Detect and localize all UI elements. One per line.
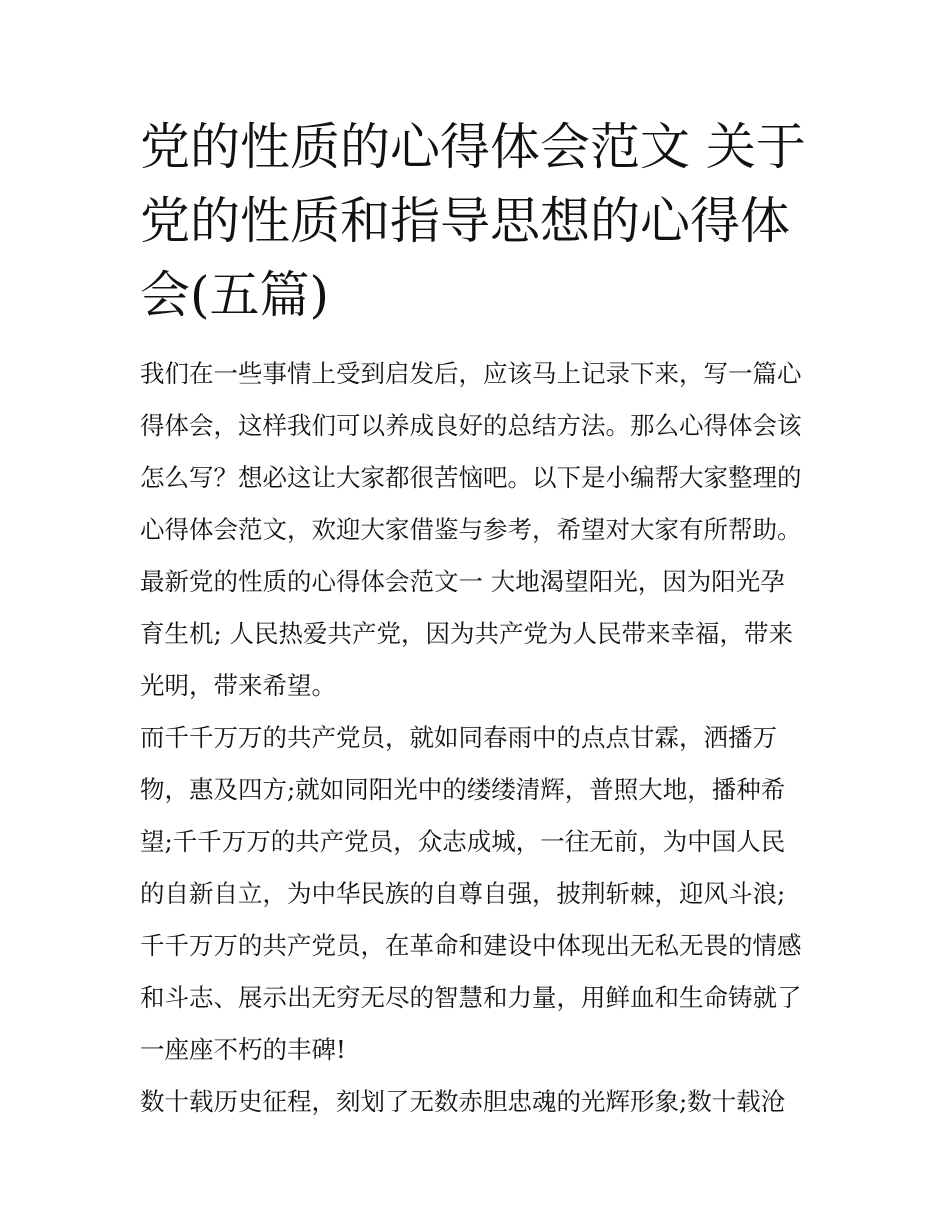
body-line: 怎么写？想必这让大家都很苦恼吧。以下是小编帮大家整理的 xyxy=(140,463,802,492)
title-line: 会(五篇) xyxy=(140,266,330,324)
body-line: 得体会，这样我们可以养成良好的总结方法。那么心得体会该 xyxy=(140,411,802,440)
body-line: 物，惠及四方;就如同阳光中的缕缕清辉，普照大地，播种希 xyxy=(140,775,786,804)
body-line: 千千万万的共产党员，在革命和建设中体现出无私无畏的情感 xyxy=(140,931,802,960)
document-content xyxy=(140,110,812,1128)
body-line: 的自新自立，为中华民族的自尊自强，披荆斩棘，迎风斗浪; xyxy=(140,879,786,908)
document-title xyxy=(140,110,812,332)
document-body xyxy=(140,348,812,1128)
body-line: 数十载历史征程，刻划了无数赤胆忠魂的光辉形象;数十载沧 xyxy=(140,1087,786,1116)
body-line: 一座座不朽的丰碑! xyxy=(140,1035,346,1064)
title-line: 党的性质的心得体会范文 关于 xyxy=(140,118,806,176)
body-line: 我们在一些事情上受到启发后，应该马上记录下来，写一篇心 xyxy=(140,359,802,388)
body-line: 育生机; 人民热爱共产党，因为共产党为人民带来幸福，带来 xyxy=(140,619,794,648)
title-line: 党的性质和指导思想的心得体 xyxy=(140,192,790,250)
body-line: 而千千万万的共产党员，就如同春雨中的点点甘霖，洒播万 xyxy=(140,723,777,752)
body-line: 光明，带来希望。 xyxy=(140,671,336,700)
body-line: 最新党的性质的心得体会范文一 大地渴望阳光，因为阳光孕 xyxy=(140,567,785,596)
body-line: 和斗志、展示出无穷无尽的智慧和力量，用鲜血和生命铸就了 xyxy=(140,983,802,1012)
body-line: 心得体会范文，欢迎大家借鉴与参考，希望对大家有所帮助。 xyxy=(140,515,802,544)
body-line: 望;千千万万的共产党员，众志成城，一往无前，为中国人民 xyxy=(140,827,786,856)
